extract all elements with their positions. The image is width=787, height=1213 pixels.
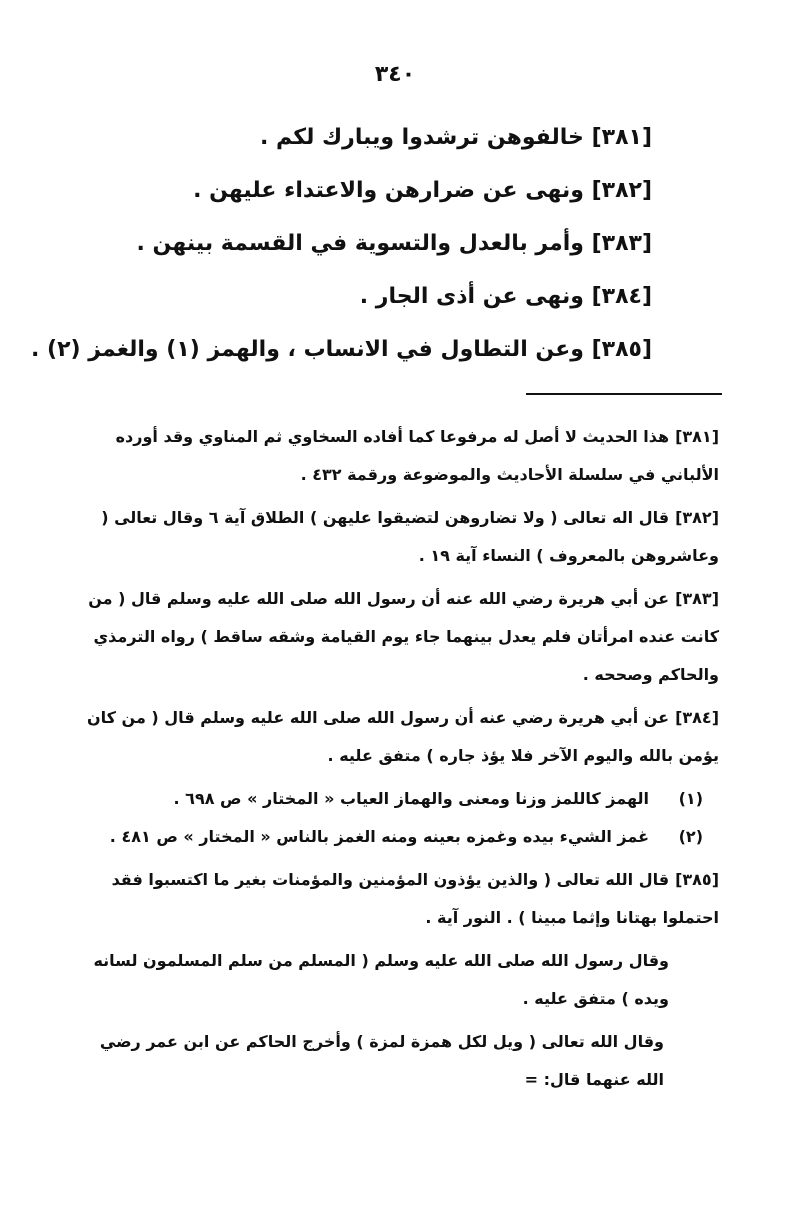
main-line-text: ونهى عن أذى الجار . bbox=[359, 284, 584, 309]
gloss-1 bbox=[72, 780, 719, 818]
footnote-text: هذا الحديث لا أصل له مرفوعا كما أفاده السخاوي ثم المناوي وقد أورده الألباني في سلسلة الأحاديث والموضوعة ورقمة ٤٣٢ . bbox=[115, 427, 719, 484]
footnote-text: عن أبي هريرة رضي الله عنه أن رسول الله صلى الله عليه وسلم قال ( من كانت عنده امرأتان فلم يعدل بينهما جاء يوم القيامة وشقه ساقط ) رواه الترمذي والحاكم وصححه . bbox=[88, 589, 719, 684]
footnote-385 bbox=[72, 861, 719, 937]
gloss-number: (٢) bbox=[678, 827, 703, 846]
footnote-385-continued bbox=[72, 942, 719, 1018]
main-line-384 bbox=[140, 277, 652, 330]
footnote-text: عن أبي هريرة رضي عنه أن رسول الله صلى الله عليه وسلم قال ( من كان يؤمن بالله واليوم الآخر فلا يؤذ جاره ) متفق عليه . bbox=[87, 708, 719, 765]
footnote-text: وقال رسول الله صلى الله عليه وسلم ( المسلم من سلم المسلمون لسانه ويده ) متفق عليه . bbox=[93, 951, 669, 1008]
gloss-text: غمز الشيء بيده وغمزه بعينه ومنه الغمز بالناس « المختار » ص ٤٨١ . bbox=[109, 827, 649, 846]
footnote-text: قال اله تعالى ( ولا تضاروهن لتضيقوا عليهن ) الطلاق آية ٦ وقال تعالى ( وعاشروهن بالمعروف ) النساء آية ١٩ . bbox=[101, 508, 719, 565]
main-line-number: [٣٨٣] bbox=[591, 231, 652, 256]
footnote-number: [٣٨٤] bbox=[675, 708, 719, 727]
footnote-text: قال الله تعالى ( والذين يؤذون المؤمنين والمؤمنات بغير ما اكتسبوا فقد احتملوا بهتانا وإثما مبينا ) . النور آية . bbox=[111, 870, 719, 927]
footnote-separator bbox=[526, 393, 722, 395]
footnotes bbox=[72, 418, 719, 1099]
main-line-385 bbox=[31, 330, 652, 383]
footnote-number: [٣٨٥] bbox=[675, 870, 719, 889]
main-line-383 bbox=[136, 224, 652, 277]
main-line-text: وأمر بالعدل والتسوية في القسمة بينهن . bbox=[136, 231, 584, 256]
main-line-text: خالفوهن ترشدوا ويبارك لكم . bbox=[260, 125, 584, 150]
main-line-text: ونهى عن ضرارهن والاعتداء عليهن . bbox=[193, 178, 584, 203]
footnote-382 bbox=[72, 499, 719, 575]
main-line-number: [٣٨١] bbox=[591, 125, 652, 150]
gloss-text: الهمز كاللمز وزنا ومعنى والهماز العياب « المختار » ص ٦٩٨ . bbox=[173, 789, 649, 808]
footnote-number: [٣٨٢] bbox=[675, 508, 719, 527]
main-line-number: [٣٨٥] bbox=[591, 337, 652, 362]
footnote-385-continued bbox=[72, 1023, 719, 1099]
page-number: ٣٤٠ bbox=[374, 62, 416, 87]
footnote-383 bbox=[72, 580, 719, 694]
footnote-381 bbox=[72, 418, 719, 494]
main-line-text: وعن التطاول في الانساب ، والهمز (١) والغمز (٢) . bbox=[31, 337, 584, 362]
main-line-381 bbox=[140, 118, 652, 171]
footnote-384 bbox=[72, 699, 719, 775]
footnote-number: [٣٨١] bbox=[675, 427, 719, 446]
main-line-382 bbox=[140, 171, 652, 224]
gloss-2 bbox=[72, 818, 719, 856]
main-line-number: [٣٨٢] bbox=[591, 178, 652, 203]
main-line-number: [٣٨٤] bbox=[591, 284, 652, 309]
main-text bbox=[31, 118, 652, 383]
footnote-number: [٣٨٣] bbox=[675, 589, 719, 608]
footnote-text: وقال الله تعالى ( ويل لكل همزة لمزة ) وأخرج الحاكم عن ابن عمر رضي الله عنهما قال: = bbox=[99, 1032, 664, 1089]
gloss-number: (١) bbox=[678, 789, 703, 808]
